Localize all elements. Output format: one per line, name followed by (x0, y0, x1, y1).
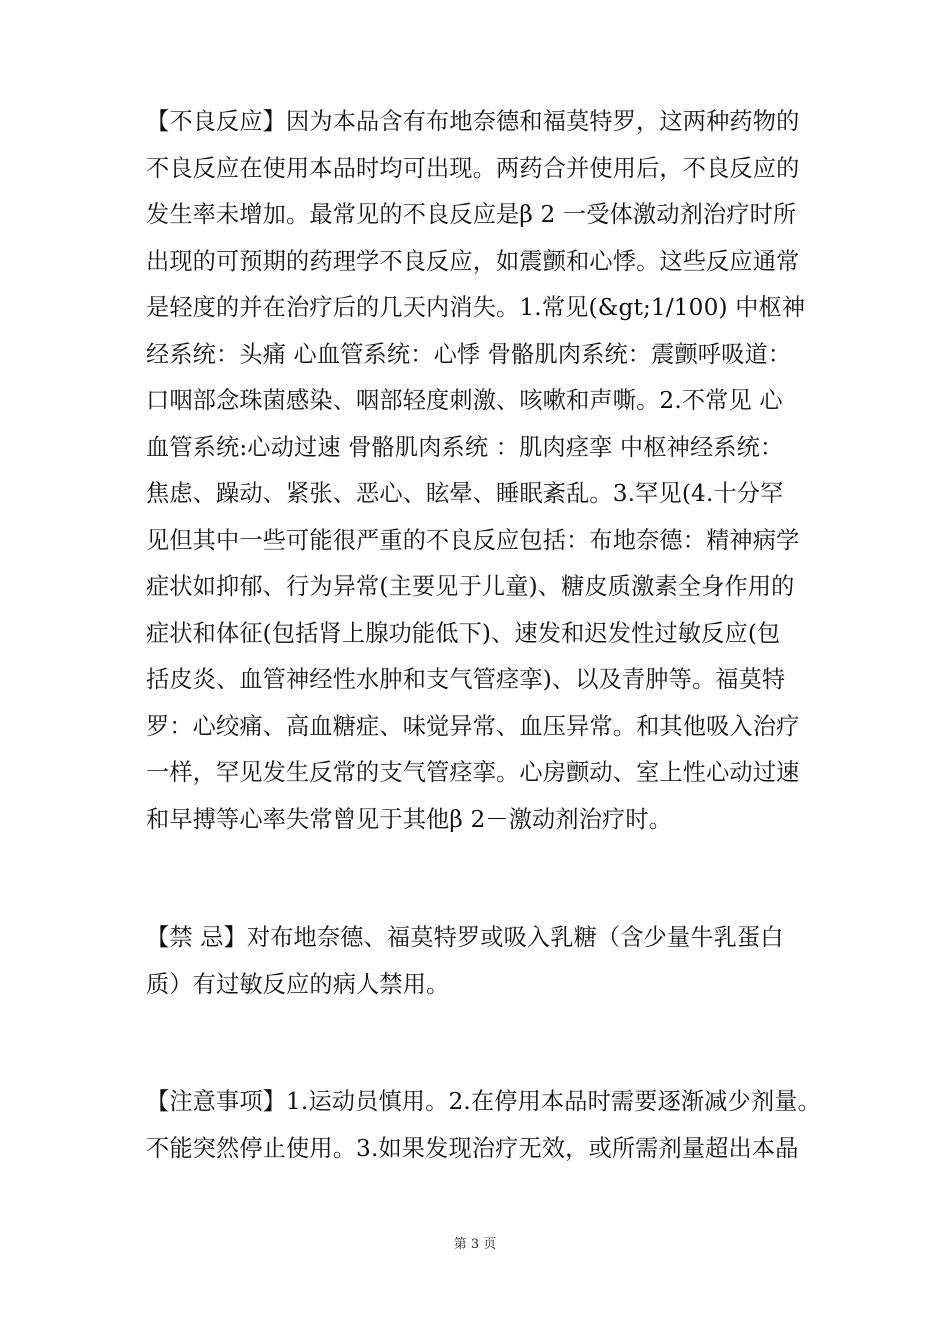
text-line: 不良反应在使用本品时均可出现。两药合并使用后，不良反应的 (146, 155, 800, 182)
text-line: 焦虑、躁动、紧张、恶心、眩晕、睡眠紊乱。3.罕见(4.十分罕 (146, 480, 784, 507)
text-line: 不能突然停止使用。3.如果发现治疗无效，或所需剂量超出本晶 (146, 1135, 799, 1162)
text-line: 一样，罕见发生反常的支气管痉挛。心房颤动、室上性心动过速 (146, 759, 800, 786)
text-line: 症状如抑郁、行为异常(主要见于儿童)、糖皮质激素全身作用的 (146, 573, 795, 600)
text-line: 【禁 忌】对布地奈德、福莫特罗或吸入乳糖（含少量牛乳蛋白 (146, 924, 784, 951)
text-line: 质）有过敏反应的病人禁用。 (146, 971, 450, 998)
text-line: 发生率未增加。最常见的不良反应是β 2 一受体激动剂治疗时所 (146, 201, 797, 228)
text-line: 口咽部念珠菌感染、咽部轻度刺激、咳嗽和声嘶。2.不常见 心 (146, 387, 783, 414)
text-line: 和早搏等心率失常曾见于其他β 2－激动剂治疗时。 (146, 806, 673, 833)
text-line: 是轻度的并在治疗后的几天内消失。1.常见(&gt;1/100) 中枢神 (146, 294, 806, 321)
text-line: 【注意事项】1.运动员慎用。2.在停用本品时需要逐渐减少剂量。 (146, 1088, 821, 1115)
text-line: 罗：心绞痛、高血糖症、味觉异常、血压异常。和其他吸入治疗 (146, 713, 800, 740)
text-line: 出现的可预期的药理学不良反应，如震颤和心悸。这些反应通常 (146, 248, 800, 275)
text-line: 【不良反应】因为本品含有布地奈德和福莫特罗，这两种药物的 (146, 108, 800, 135)
text-line: 见但其中一些可能很严重的不良反应包括：布地奈德：精神病学 (146, 527, 800, 554)
page-number: 第 3 页 (453, 1237, 497, 1252)
text-line: 血管系统:心动过速 骨骼肌肉系统 ：肌肉痉挛 中枢神经系统： (146, 434, 784, 461)
text-line: 经系统：头痛 心血管系统：心悸 骨骼肌肉系统：震颤呼吸道： (146, 341, 792, 368)
text-line: 括皮炎、血管神经性水肿和支气管痉挛)、以及青肿等。福莫特 (146, 666, 786, 693)
text-line: 症状和体征(包括肾上腺功能低下)、速发和迟发性过敏反应(包 (146, 620, 781, 647)
